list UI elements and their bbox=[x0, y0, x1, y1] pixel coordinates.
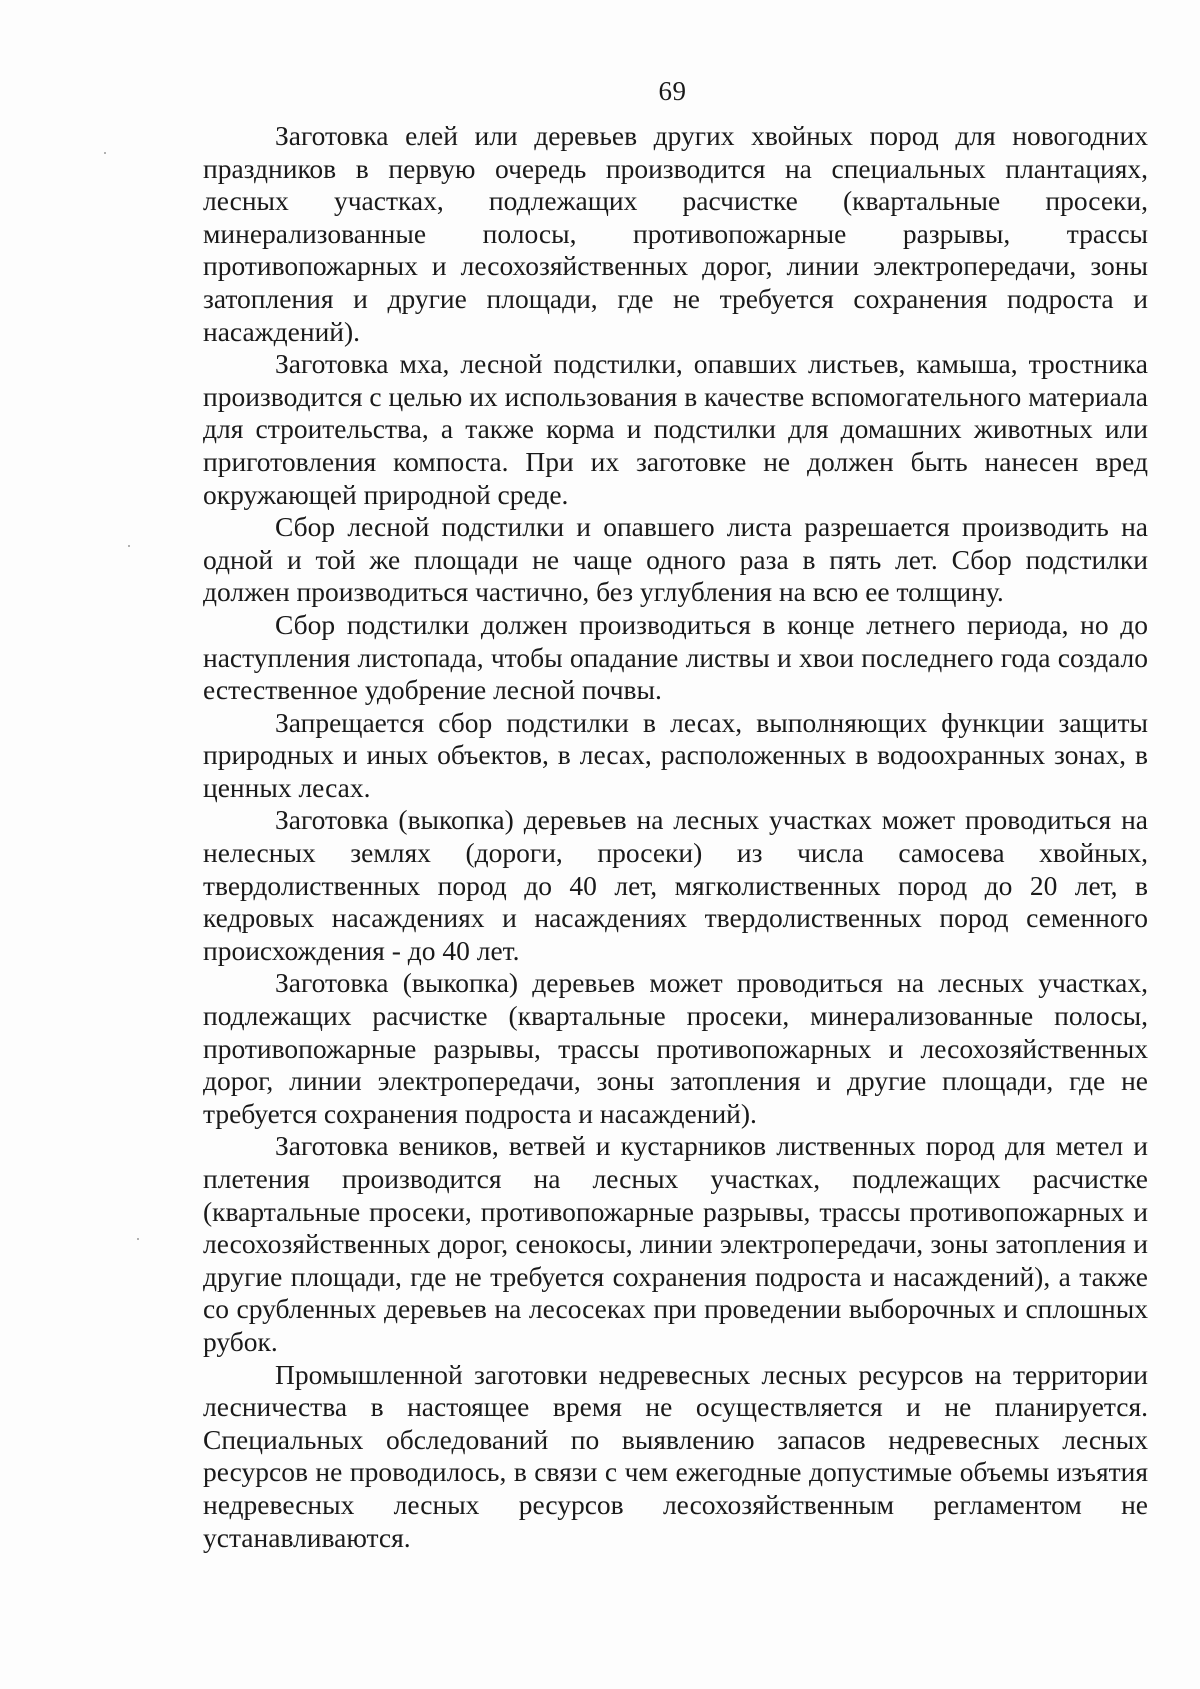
paragraph-litter-frequency: Сбор лесной подстилки и опавшего листа разрешается производить на одной и той же площади не чаще одного раза в пять лет. Сбор подстилки должен производиться частично, без углубления на всю ее толщину. bbox=[203, 511, 1148, 608]
paragraph-litter-timing: Сбор подстилки должен производиться в конце летнего периода, но до наступления листопада, чтобы опадание листвы и хвои последнего года создало естественное удобрение лесной почвы. bbox=[203, 608, 1148, 706]
document-body bbox=[203, 120, 1148, 1554]
paragraph-industrial-harvesting: Промышленной заготовки недревесных лесных ресурсов на территории лесничества в настоящее время не осуществляется и не планируется. Специальных обследований по выявлению запасов недревесных лесных ресурсов не проводилось, в связи с чем ежегодные допустимые объемы изъятия недревесных лесных ресурсов лесохозяйственным регламентом не устанавливаются. bbox=[203, 1358, 1148, 1553]
paragraph-brooms-branches: Заготовка веников, ветвей и кустарников лиственных пород для метел и плетения производится на лесных участках, подлежащих расчистке (квартальные просеки, противопожарные разрывы, трассы противопожарных и лесохозяйственных дорог, сенокосы, линии электропередачи, зоны затопления и другие площади, где не требуется сохранения подроста и насаждений), а также со срубленных деревьев на лесосеках при проведении выборочных и сплошных рубок. bbox=[203, 1130, 1148, 1357]
paragraph-christmas-trees: Заготовка елей или деревьев других хвойных пород для новогодних праздников в первую очередь производится на специальных плантациях, лесных участках, подлежащих расчистке (квартальные просеки, минерализованные полосы, противопожарные разрывы, трассы противопожарных и лесохозяйственных дорог, линии электропередачи, зоны затопления и другие площади, где не требуется сохранения подроста и насаждений). bbox=[203, 120, 1148, 347]
paragraph-litter-prohibition: Запрещается сбор подстилки в лесах, выполняющих функции защиты природных и иных объектов, в лесах, расположенных в водоохранных зонах, в ценных лесах. bbox=[203, 706, 1148, 803]
scan-speck bbox=[128, 545, 130, 547]
paragraph-tree-digging: Заготовка (выкопка) деревьев на лесных участках может проводиться на нелесных землях (дороги, просеки) из числа самосева хвойных, твердолиственных пород до 40 лет, мягколиственных пород до 20 лет, в кедровых насаждениях и насаждениях твердолиственных пород семенного происхождения - до 40 лет. bbox=[203, 804, 1148, 966]
paragraph-moss-litter: Заготовка мха, лесной подстилки, опавших листьев, камыша, тростника производится с целью их использования в качестве вспомогательного материала для строительства, а также корма и подстилки для домашних животных или приготовления компоста. При их заготовке не должен быть нанесен вред окружающей природной среде. bbox=[203, 348, 1148, 510]
scan-speck bbox=[137, 1238, 139, 1240]
paragraph-tree-digging-areas: Заготовка (выкопка) деревьев может проводиться на лесных участках, подлежащих расчистке (квартальные просеки, минерализованные полосы, противопожарные разрывы, трассы противопожарных и лесохозяйственных дорог, линии электропередачи, зоны затопления и другие площади, где не требуется сохранения подроста и насаждений). bbox=[203, 967, 1148, 1129]
page-number: 69 bbox=[658, 76, 687, 106]
scan-speck bbox=[104, 152, 106, 154]
